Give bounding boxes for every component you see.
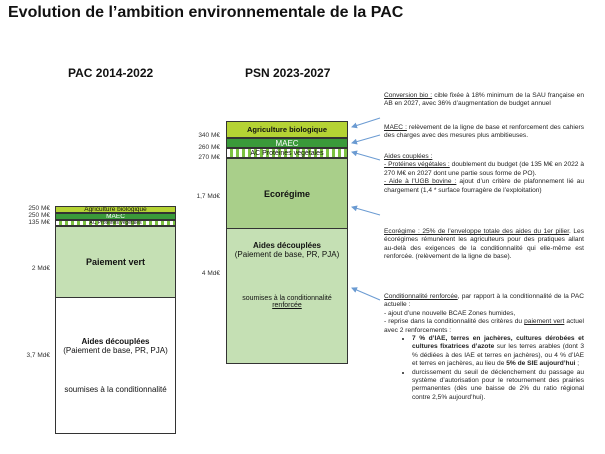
note-bio: Conversion bio : cible fixée à 18% minimum de la SAU française en AB en 2027, avec 36% d’augmentation de budget annuel bbox=[384, 92, 584, 108]
note-couplees: Aides couplées : - Protéines végétales : doublement du budget (de 135 M€ en 2022 à 270 M€ en 2027 dont une partie sous forme de PO). - Aide à l’UGB bovine : ajout d’un critère de plafonnement lié au chargement (1,4 * surface fourragère de l’exploitation) bbox=[384, 153, 585, 194]
left-ac-block: AC Protéines végétales bbox=[55, 220, 176, 226]
right-aides-sub: (Paiement de base, PR, PJA) bbox=[234, 250, 340, 259]
right-maec-block: MAEC bbox=[226, 138, 348, 148]
left-paiement-vert-block: Paiement vert bbox=[55, 226, 176, 298]
left-amount-maec: 250 M€ bbox=[28, 212, 50, 219]
arrow-eco bbox=[352, 207, 380, 215]
arrow-bio bbox=[352, 118, 380, 127]
right-amount-bio: 340 M€ bbox=[198, 132, 220, 139]
left-amount-bio: 250 M€ bbox=[28, 205, 50, 212]
right-aides-cond2: renforcée bbox=[272, 302, 302, 309]
left-aides-cond: soumises à la conditionnalité bbox=[64, 385, 167, 394]
left-bio-block: Agriculture biologique bbox=[55, 206, 176, 213]
page-title: Evolution de l’ambition environnementale de la PAC bbox=[8, 4, 404, 21]
left-amount-vert: 2 Md€ bbox=[31, 265, 50, 272]
note-maec: MAEC : relèvement de la ligne de base et renforcement des cahiers des charges avec des mesures plus ambitieuses. bbox=[384, 124, 584, 140]
right-amount-aides: 4 Md€ bbox=[201, 270, 220, 277]
arrow-maec bbox=[352, 135, 380, 143]
right-ecoregime-block: Ecorégime bbox=[226, 158, 348, 229]
arrow-cond bbox=[352, 288, 380, 300]
note-ecoregime: Ecorégime : 25% de l’enveloppe totale des aides du 1er pilier. Les écorégimes rémunèrent les agriculteurs pour des pratiques allant au-delà des exigences de la conditionnalité qui elle-même est renforcée. (relèvement de la ligne de base). bbox=[384, 228, 584, 261]
right-aides-title: Aides découplées bbox=[252, 241, 322, 250]
left-amount-ac: 135 M€ bbox=[28, 219, 50, 226]
right-heading: PSN 2023-2027 bbox=[245, 66, 331, 80]
right-amount-ac: 270 M€ bbox=[198, 154, 220, 161]
left-aides-title: Aides découplées bbox=[81, 337, 150, 346]
note-conditionnalite: Conditionnalité renforcée, par rapport à la conditionnalité de la PAC actuelle : - ajout d’une nouvelle BCAE Zones humides, - reprise dans la conditionnalité des critères du paiement vert actuel avec 2 renforcements : • 7 % d’IAE, terres en jachères, cultures dérobées et cultures fixatrices d’azote sur les terres arables (dont 3 % dédiées à des IAE et terres en jachères), ou 4 % d’IAE et terres en jachères, au lieu de 5% de SIE aujourd’hui ; • durcissement du seuil de déclenchement du passage au système d’autorisation pour le retournement des prairies permanentes (dès une baisse de 2% du ratio régional contre 2,5% aujourd’hui). bbox=[384, 293, 584, 402]
left-amount-aides: 3,7 Md€ bbox=[26, 352, 50, 359]
right-amount-eco: 1,7 Md€ bbox=[196, 193, 220, 200]
right-aides-cond: soumises à la conditionnalité bbox=[242, 295, 332, 302]
left-heading: PAC 2014-2022 bbox=[68, 66, 154, 80]
right-ac-block: AC Protéines végétales bbox=[226, 148, 348, 158]
right-amount-maec: 260 M€ bbox=[198, 144, 220, 151]
left-aides-sub: (Paiement de base, PR, PJA) bbox=[63, 346, 168, 355]
left-maec-block: MAEC bbox=[55, 213, 176, 220]
arrow-ac bbox=[352, 152, 380, 160]
right-bio-block: Agriculture biologique bbox=[226, 121, 348, 138]
